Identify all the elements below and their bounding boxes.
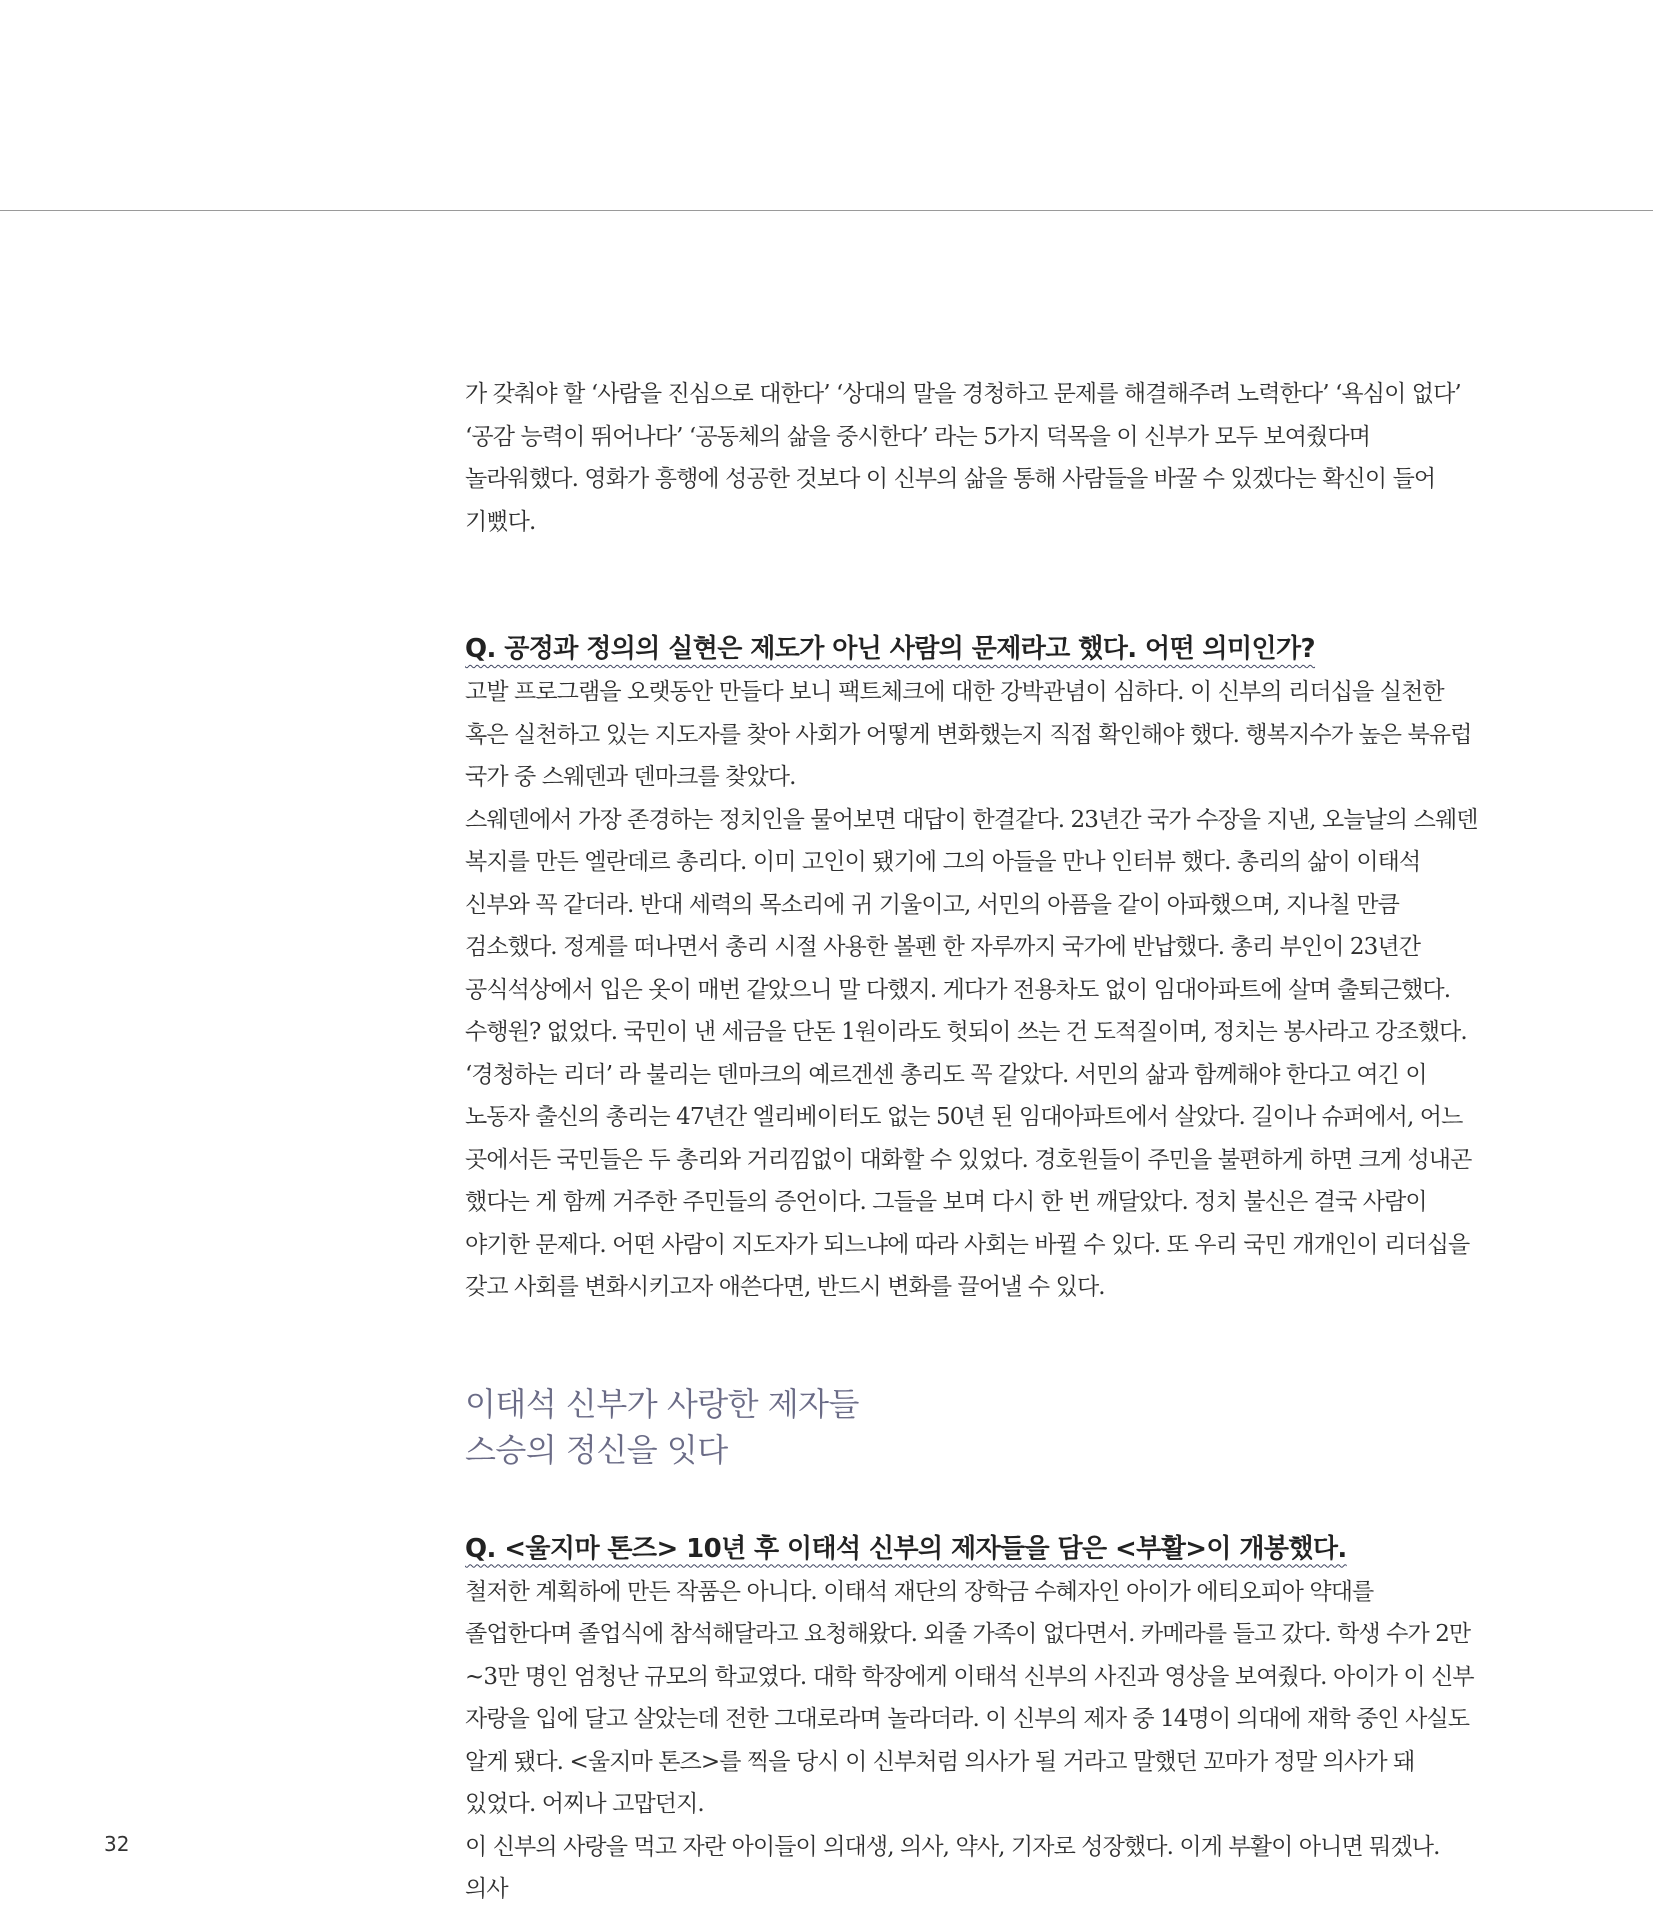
answer-paragraph: 스웨덴에서 가장 존경하는 정치인을 물어보면 대답이 한결같다. 23년간 국가 수장을 지낸, 오늘날의 스웨덴 복지를 만든 엘란데르 총리다. 이미 고인이 됐기에 그의 아들을 만나 인터뷰 했다. 총리의 삶이 이태석 신부와 꼭 같더라. 반대 세력의 목소리에 귀 기울이고, 서민의 아픔을 같이 아파했으며, 지나칠 만큼 검소했다. 정계를 떠나면서 총리 시절 사용한 볼펜 한 자루까지 국가에 반납했다. 총리 부인이 23년간 공식석상에서 입은 옷이 매번 같았으니 말 다했지. 게다가 전용차도 없이 임대아파트에 살며 출퇴근했다. 수행원? 없었다. 국민이 낸 세금을 단돈 1원이라도 헛되이 쓰는 건 도적질이며, 정치는 봉사라고 강조했다.: [465, 806, 1478, 1045]
question-heading: Q. 공정과 정의의 실현은 제도가 아닌 사람의 문제라고 했다. 어떤 의미인가?: [465, 634, 1316, 664]
page-number: 32: [104, 1832, 130, 1856]
top-rule: [0, 210, 1653, 211]
qa-section-2: [465, 1531, 1480, 1911]
subheading-line: 스승의 정신을 잇다: [465, 1430, 728, 1469]
answer-paragraph: 철저한 계획하에 만든 작품은 아니다. 이태석 재단의 장학금 수혜자인 아이가 에티오피아 약대를 졸업한다며 졸업식에 참석해달라고 요청해왔다. 외줄 가족이 없다면서. 카메라를 들고 갔다. 학생 수가 2만~3만 명인 엄청난 규모의 학교였다. 대학 학장에게 이태석 신부의 사진과 영상을 보여줬다. 아이가 이 신부 자랑을 입에 달고 살았는데 전한 그대로라며 놀라더라. 이 신부의 제자 중 14명이 의대에 재학 중인 사실도 알게 됐다. <울지마 톤즈>를 찍을 당시 이 신부처럼 의사가 될 거라고 말했던 꼬마가 정말 의사가 돼 있었다. 어찌나 고맙던지.: [465, 1578, 1474, 1817]
answer-paragraph: 고발 프로그램을 오랫동안 만들다 보니 팩트체크에 대한 강박관념이 심하다. 이 신부의 리더십을 실천한 혹은 실천하고 있는 지도자를 찾아 사회가 어떻게 변화했는지 직접 확인해야 했다. 행복지수가 높은 북유럽 국가 중 스웨덴과 덴마크를 찾았다.: [465, 679, 1472, 790]
subheading-line: 이태석 신부가 사랑한 제자들: [465, 1384, 859, 1423]
answer-paragraph: 이 신부의 사랑을 먹고 자란 아이들이 의대생, 의사, 약사, 기자로 성장했다. 이게 부활이 아니면 뭐겠나. 의사: [465, 1833, 1440, 1902]
section-subheading: [465, 1381, 1480, 1473]
qa-section-1: [465, 631, 1480, 1309]
article-body: [465, 373, 1480, 1911]
answer-paragraph: ‘경청하는 리더’ 라 불리는 덴마크의 예르겐센 총리도 꼭 같았다. 서민의 삶과 함께해야 한다고 여긴 이 노동자 출신의 총리는 47년간 엘리베이터도 없는 50년 된 임대아파트에서 살았다. 길이나 슈퍼에서, 어느 곳에서든 국민들은 두 총리와 거리낌없이 대화할 수 있었다. 경호원들이 주민을 불편하게 하면 크게 성내곤 했다는 게 함께 거주한 주민들의 증언이다. 그들을 보며 다시 한 번 깨달았다. 정치 불신은 결국 사람이 야기한 문제다. 어떤 사람이 지도자가 되느냐에 따라 사회는 바뀔 수 있다. 또 우리 국민 개개인이 리더십을 갖고 사회를 변화시키고자 애쓴다면, 반드시 변화를 끌어낼 수 있다.: [465, 1061, 1472, 1300]
intro-paragraph: 가 갖춰야 할 ‘사람을 진심으로 대한다’ ‘상대의 말을 경청하고 문제를 해결해주려 노력한다’ ‘욕심이 없다’ ‘공감 능력이 뛰어나다’ ‘공동체의 삶을 중시한다’ 라는 5가지 덕목을 이 신부가 모두 보여줬다며 놀라워했다. 영화가 흥행에 성공한 것보다 이 신부의 삶을 통해 사람들을 바꿀 수 있겠다는 확신이 들어 기뻤다.: [465, 381, 1461, 535]
question-heading: Q. <울지마 톤즈> 10년 후 이태석 신부의 제자들을 담은 <부활>이 개봉했다.: [465, 1533, 1347, 1564]
